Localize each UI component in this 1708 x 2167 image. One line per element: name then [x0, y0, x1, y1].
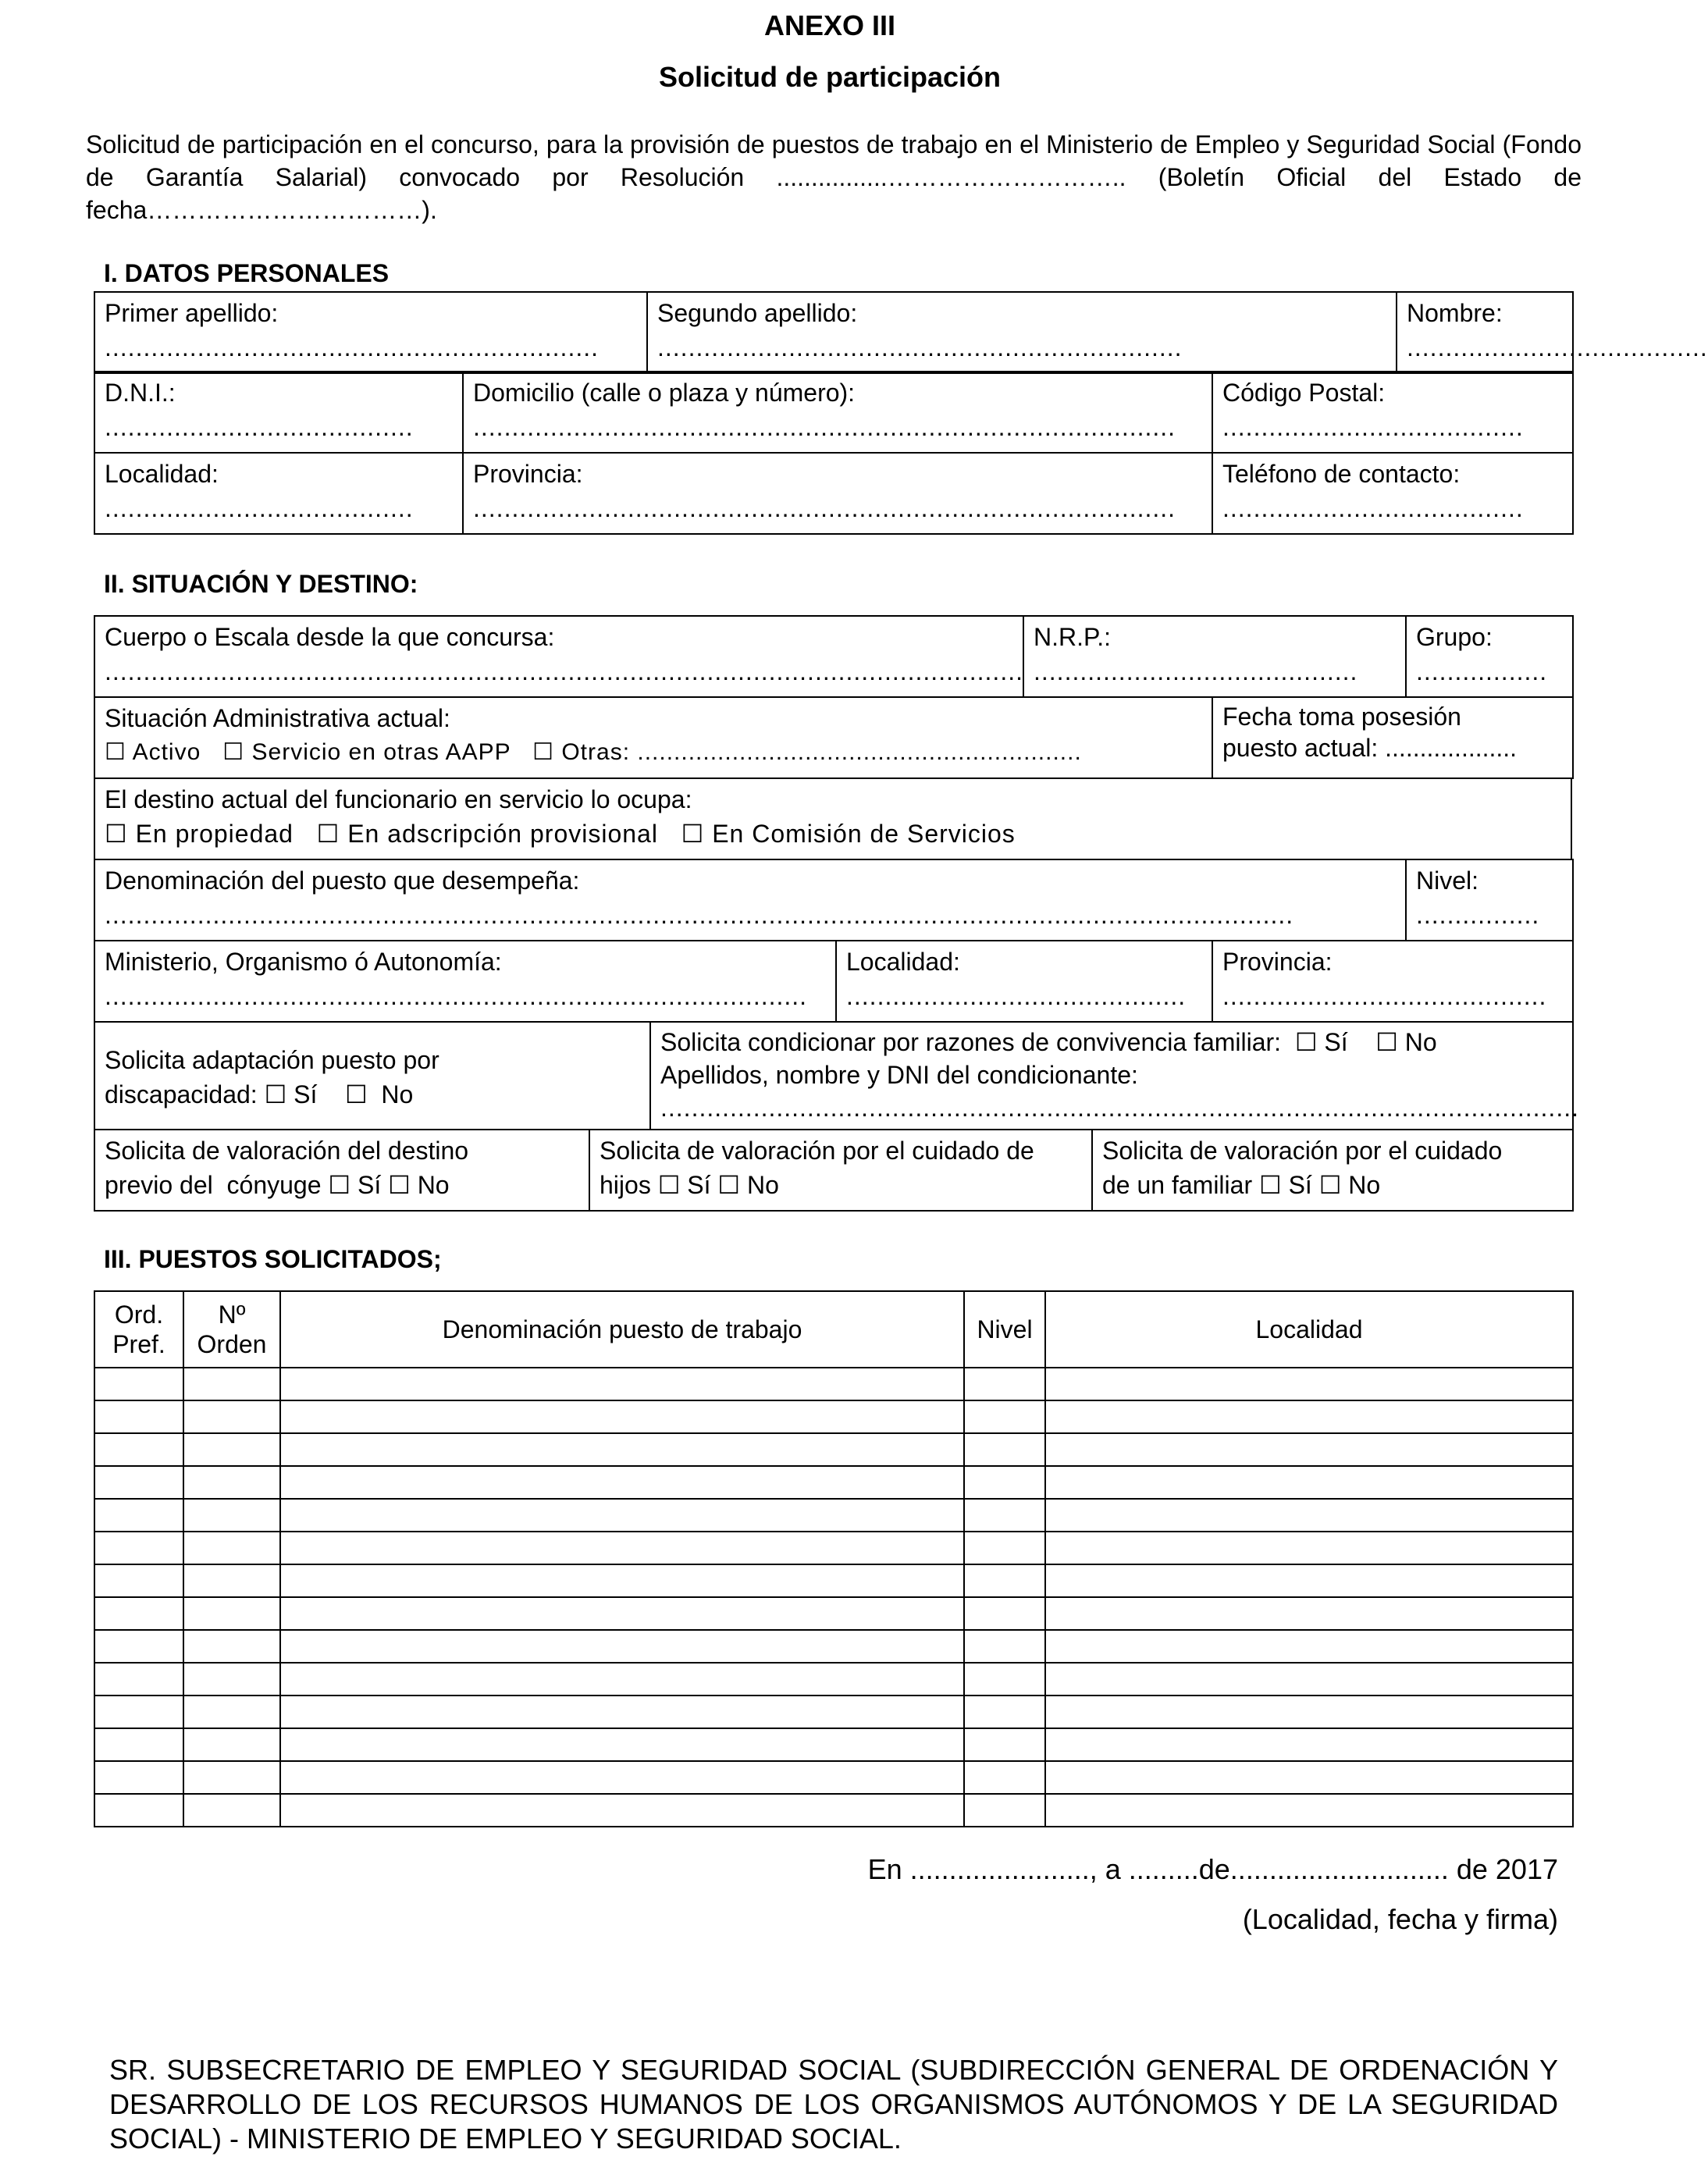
table-row — [94, 1564, 1573, 1597]
ord-pref-cell[interactable] — [94, 1564, 183, 1597]
denominacion-puesto-field[interactable]: Denominación del puesto que desempeña: .......................................................................................................................................................... — [94, 859, 1406, 941]
nivel-cell[interactable] — [964, 1433, 1045, 1466]
nivel-cell[interactable] — [964, 1728, 1045, 1761]
localidad-cell[interactable] — [1045, 1597, 1573, 1630]
n-orden-cell[interactable] — [183, 1597, 280, 1630]
denominacion-cell[interactable] — [280, 1466, 964, 1499]
localidad-cell[interactable] — [1045, 1368, 1573, 1400]
localidad-cell[interactable] — [1045, 1532, 1573, 1564]
situacion-row-4 — [94, 859, 1574, 941]
table-row — [94, 1728, 1573, 1761]
destino-localidad-field[interactable]: Localidad: ............................................ — [836, 941, 1212, 1022]
denominacion-cell[interactable] — [280, 1433, 964, 1466]
section-datos-personales-title: I. DATOS PERSONALES — [104, 259, 390, 287]
n-orden-cell[interactable] — [183, 1433, 280, 1466]
situacion-row-2 — [94, 696, 1574, 779]
addressee: SR. SUBSECRETARIO DE EMPLEO Y SEGURIDAD SOCIAL (SUBDIRECCIÓN GENERAL DE ORDENACIÓN Y DESARROLLO DE LOS RECURSOS HUMANOS DE LOS ORGANISMOS AUTÓNOMOS Y DE LA SEGURIDAD SOCIAL) - MINISTERIO DE EMPLEO Y SEGURIDAD SOCIAL. — [109, 2054, 1558, 2155]
localidad-cell[interactable] — [1045, 1761, 1573, 1794]
localidad-cell[interactable] — [1045, 1400, 1573, 1433]
nivel-cell[interactable] — [964, 1400, 1045, 1433]
situacion-row-7 — [94, 1129, 1574, 1212]
datos-personales-table-2 — [94, 371, 1574, 535]
table-row — [94, 1532, 1573, 1564]
localidad-cell[interactable] — [1045, 1630, 1573, 1663]
primer-apellido-field[interactable]: Primer apellido: ................................................................ — [94, 292, 647, 373]
signature-caption: (Localidad, fecha y firma) — [1242, 1903, 1558, 1935]
table-row — [94, 1696, 1573, 1728]
localidad-cell[interactable] — [1045, 1794, 1573, 1827]
table-row — [94, 1400, 1573, 1433]
segundo-apellido-field[interactable]: Segundo apellido: .................................................................... — [647, 292, 1397, 373]
codigo-postal-field[interactable]: Código Postal: ....................................... — [1212, 372, 1573, 453]
n-orden-cell[interactable] — [183, 1400, 280, 1433]
condicionar-field[interactable]: Solicita condicionar por razones de convivencia familiar: ☐ Sí ☐ No Apellidos, nombre y DNI del condicionante: ....................................................................................................................... — [650, 1022, 1573, 1130]
col-denominacion: Denominación puesto de trabajo — [280, 1291, 964, 1368]
ord-pref-cell[interactable] — [94, 1466, 183, 1499]
nivel-field[interactable]: Nivel: ................ — [1406, 859, 1573, 941]
grupo-field[interactable]: Grupo: ................. — [1406, 616, 1573, 697]
denominacion-cell[interactable] — [280, 1696, 964, 1728]
localidad-cell[interactable] — [1045, 1466, 1573, 1499]
n-orden-cell[interactable] — [183, 1532, 280, 1564]
denominacion-cell[interactable] — [280, 1597, 964, 1630]
nivel-cell[interactable] — [964, 1794, 1045, 1827]
ord-pref-cell[interactable] — [94, 1433, 183, 1466]
situacion-row-6 — [94, 1021, 1579, 1130]
denominacion-cell[interactable] — [280, 1400, 964, 1433]
nivel-cell[interactable] — [964, 1761, 1045, 1794]
puestos-table — [94, 1290, 1574, 1827]
destino-provincia-field[interactable]: Provincia: .......................................... — [1212, 941, 1573, 1022]
document-title: Solicitud de participación — [658, 61, 1002, 93]
valoracion-hijos-field[interactable]: Solicita de valoración por el cuidado de hijos ☐ Sí ☐ No — [589, 1130, 1092, 1211]
table-row — [94, 1761, 1573, 1794]
denominacion-cell[interactable] — [280, 1499, 964, 1532]
section-puestos-title: III. PUESTOS SOLICITADOS; — [104, 1245, 442, 1273]
valoracion-familiar-field[interactable]: Solicita de valoración por el cuidado de un familiar ☐ Sí ☐ No — [1092, 1130, 1573, 1211]
ord-pref-cell[interactable] — [94, 1532, 183, 1564]
nivel-cell[interactable] — [964, 1663, 1045, 1696]
denominacion-cell[interactable] — [280, 1564, 964, 1597]
domicilio-field[interactable]: Domicilio (calle o plaza y número): ........................................................................................... — [463, 372, 1212, 453]
annex-heading: ANEXO III — [763, 9, 896, 41]
destino-actual-field[interactable]: El destino actual del funcionario en servicio lo ocupa: ☐ En propiedad ☐ En adscripción provisional ☐ En Comisión de Servicios — [94, 778, 1571, 859]
cuerpo-field[interactable]: Cuerpo o Escala desde la que concursa: ....................................................................................................................... — [94, 616, 1023, 697]
ord-pref-cell[interactable] — [94, 1728, 183, 1761]
ord-pref-cell[interactable] — [94, 1499, 183, 1532]
table-row — [94, 1630, 1573, 1663]
situacion-administrativa-field[interactable]: Situación Administrativa actual: ☐ Activo ☐ Servicio en otras AAPP ☐ Otras: ............................................................. — [94, 697, 1212, 778]
col-localidad: Localidad — [1045, 1291, 1573, 1368]
nrp-field[interactable]: N.R.P.: .......................................... — [1023, 616, 1406, 697]
dni-field[interactable]: D.N.I.: ........................................ — [94, 372, 463, 453]
col-n-orden: Nº Orden — [183, 1291, 280, 1368]
n-orden-cell[interactable] — [183, 1564, 280, 1597]
adaptacion-puesto-field[interactable]: Solicita adaptación puesto por discapacidad: ☐ Sí ☐ No — [94, 1022, 650, 1130]
nivel-cell[interactable] — [964, 1466, 1045, 1499]
n-orden-cell[interactable] — [183, 1630, 280, 1663]
ministerio-field[interactable]: Ministerio, Organismo ó Autonomía: ........................................................................................... — [94, 941, 836, 1022]
section-situacion-title: II. SITUACIÓN Y DESTINO: — [104, 570, 418, 598]
ord-pref-cell[interactable] — [94, 1597, 183, 1630]
table-row — [94, 1433, 1573, 1466]
fecha-toma-posesion-field[interactable]: Fecha toma posesión puesto actual: ................... — [1212, 697, 1573, 778]
table-row — [94, 1499, 1573, 1532]
col-nivel: Nivel — [964, 1291, 1045, 1368]
n-orden-cell[interactable] — [183, 1696, 280, 1728]
ord-pref-cell[interactable] — [94, 1400, 183, 1433]
provincia-field[interactable]: Provincia: ........................................................................................... — [463, 453, 1212, 534]
denominacion-cell[interactable] — [280, 1794, 964, 1827]
col-ord-pref: Ord. Pref. — [94, 1291, 183, 1368]
ord-pref-cell[interactable] — [94, 1794, 183, 1827]
ord-pref-cell[interactable] — [94, 1368, 183, 1400]
n-orden-cell[interactable] — [183, 1368, 280, 1400]
ord-pref-cell[interactable] — [94, 1761, 183, 1794]
table-row — [94, 1466, 1573, 1499]
localidad-cell[interactable] — [1045, 1433, 1573, 1466]
nivel-cell[interactable] — [964, 1630, 1045, 1663]
denominacion-cell[interactable] — [280, 1761, 964, 1794]
n-orden-cell[interactable] — [183, 1761, 280, 1794]
nivel-cell[interactable] — [964, 1532, 1045, 1564]
nivel-cell[interactable] — [964, 1564, 1045, 1597]
localidad-cell[interactable] — [1045, 1696, 1573, 1728]
n-orden-cell[interactable] — [183, 1794, 280, 1827]
localidad-cell[interactable] — [1045, 1728, 1573, 1761]
denominacion-cell[interactable] — [280, 1532, 964, 1564]
table-row — [94, 1368, 1573, 1400]
signature-place-date: En ......................., a .........de............................ de 2017 — [867, 1853, 1558, 1885]
denominacion-cell[interactable] — [280, 1728, 964, 1761]
nivel-cell[interactable] — [964, 1597, 1045, 1630]
ord-pref-cell[interactable] — [94, 1630, 183, 1663]
valoracion-conyuge-field[interactable]: Solicita de valoración del destino previo del cónyuge ☐ Sí ☐ No — [94, 1130, 589, 1211]
n-orden-cell[interactable] — [183, 1663, 280, 1696]
n-orden-cell[interactable] — [183, 1728, 280, 1761]
denominacion-cell[interactable] — [280, 1368, 964, 1400]
denominacion-cell[interactable] — [280, 1663, 964, 1696]
nivel-cell[interactable] — [964, 1368, 1045, 1400]
situacion-row-3 — [94, 777, 1572, 860]
telefono-field[interactable]: Teléfono de contacto: ....................................... — [1212, 453, 1573, 534]
nombre-field[interactable]: Nombre: ....................................... — [1397, 292, 1573, 373]
table-row — [94, 1794, 1573, 1827]
ord-pref-cell[interactable] — [94, 1696, 183, 1728]
table-row — [94, 1597, 1573, 1630]
localidad-cell[interactable] — [1045, 1499, 1573, 1532]
localidad-cell[interactable] — [1045, 1564, 1573, 1597]
localidad-cell[interactable] — [1045, 1663, 1573, 1696]
nivel-cell[interactable] — [964, 1696, 1045, 1728]
ord-pref-cell[interactable] — [94, 1663, 183, 1696]
nivel-cell[interactable] — [964, 1499, 1045, 1532]
denominacion-cell[interactable] — [280, 1630, 964, 1663]
n-orden-cell[interactable] — [183, 1466, 280, 1499]
situacion-row-5 — [94, 940, 1574, 1023]
situacion-row-1 — [94, 615, 1574, 698]
table-row — [94, 1663, 1573, 1696]
datos-personales-table — [94, 291, 1708, 374]
n-orden-cell[interactable] — [183, 1499, 280, 1532]
intro-paragraph: Solicitud de participación en el concurso, para la provisión de puestos de trabajo en el Ministerio de Empleo y Seguridad Social (Fondo de Garantía Salarial) convocado por Resolución ................……………………….. (Boletín Oficial del Estado de fecha……………………………). — [86, 130, 1582, 224]
localidad-field[interactable]: Localidad: ........................................ — [94, 453, 463, 534]
